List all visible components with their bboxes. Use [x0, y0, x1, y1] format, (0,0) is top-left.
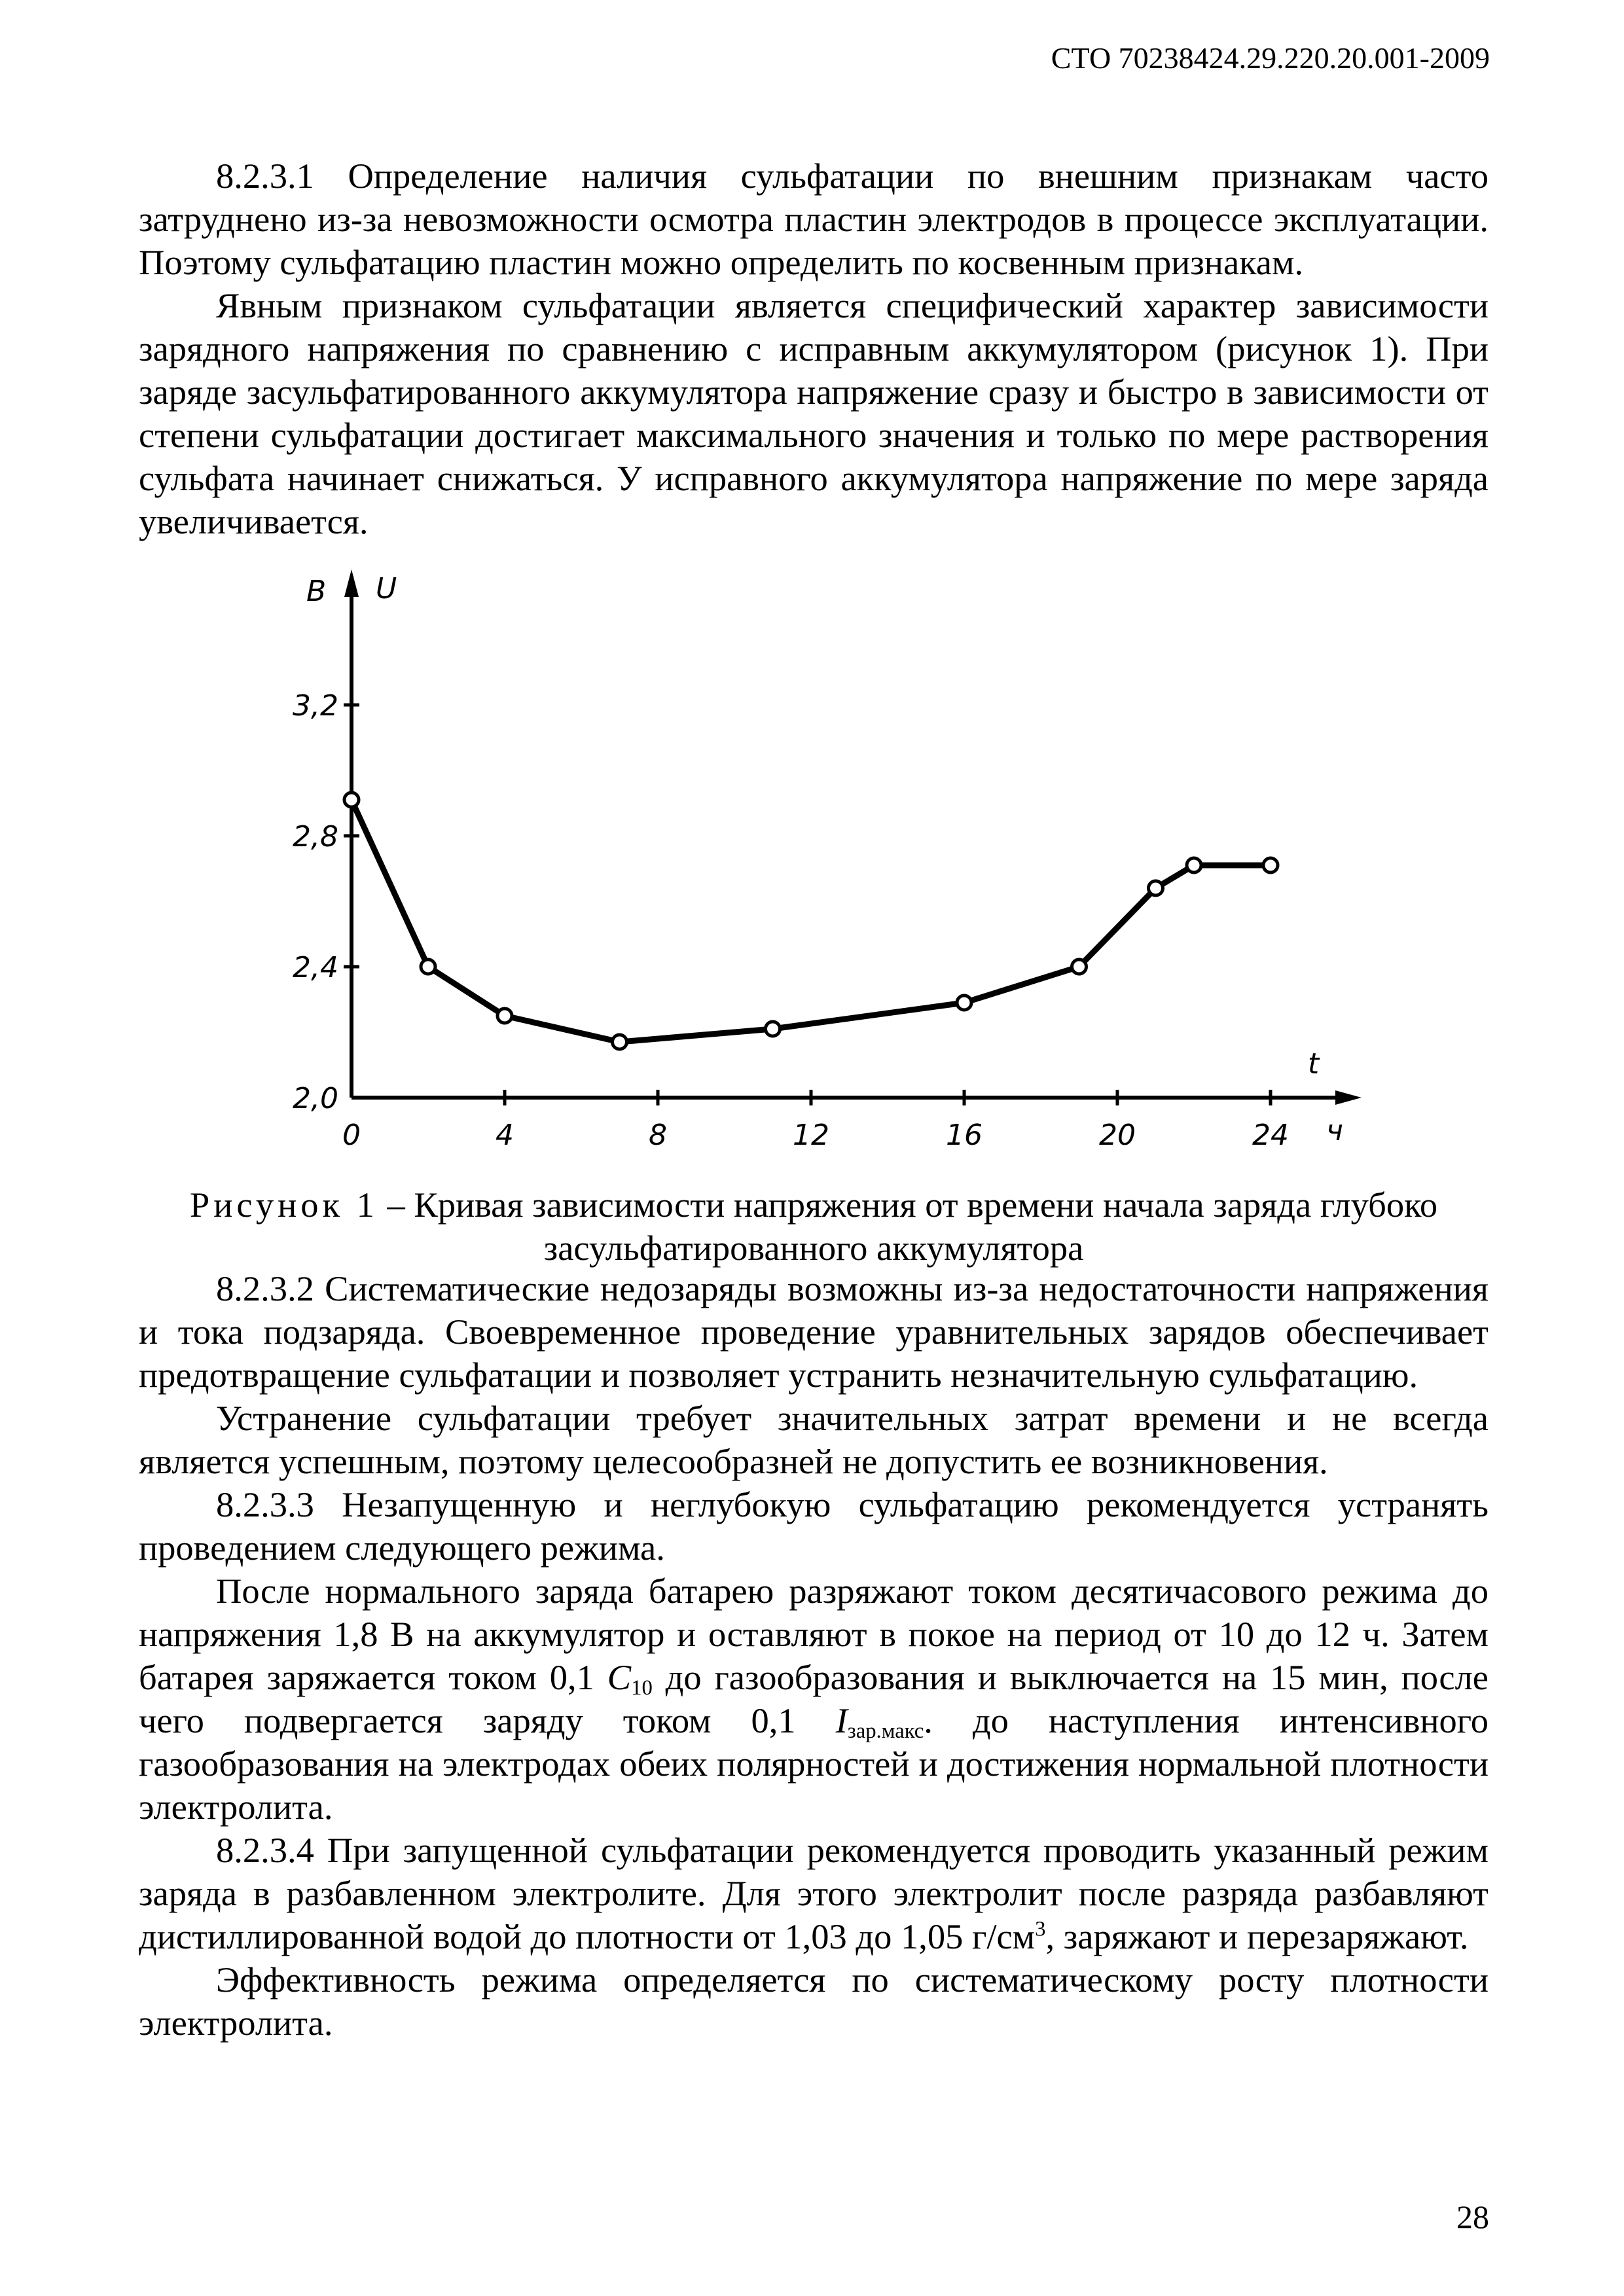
y-tick-label-1: 2,4 [293, 951, 338, 984]
symbol-i: I [835, 1700, 848, 1740]
y-axis-label-left: В [306, 575, 327, 608]
x-tick-label-0: 0 [342, 1119, 361, 1152]
paragraph-8-2-3-2: 8.2.3.2 Систематические недозаряды возможны из-за недостаточности напряжения и тока подзаряда. Своевременное проведение уравнительных зарядов обеспечивает предотвращение сульфатации и позволяет устранить незначительную сульфатацию. [139, 1268, 1489, 1395]
paragraph-charge-mode: После нормального заряда батарею разряжают током десятичасового режима до напряжения 1,8 В на аккумулятор и оставляют в покое на период от 10 до 12 ч. Затем батарея заряжается током 0,1 $C_{10}$ до газообразования и выключается на 15 мин, после чего подвергается заряду током 0,1 $I_{зар.макс}$. до наступления интенсивного газообразования на электродах обеих полярностей и достижения нормальной плотности электролита. [139, 1571, 1489, 1827]
x-axis-label: t [1308, 1047, 1320, 1081]
figure-caption-text: – Кривая зависимости напряжения от времени начала заряда глубоко засульфатированного аккумулятора [378, 1185, 1438, 1268]
x-tick-label-6: 24 [1252, 1119, 1289, 1152]
data-point-1 [421, 960, 435, 974]
x-tick-label-1: 4 [496, 1119, 514, 1152]
y-tick-label-3: 3,2 [293, 689, 338, 723]
figure-caption [139, 1183, 1489, 1270]
symbol-i-subscript: зар.макс [847, 1719, 924, 1744]
data-point-7 [1149, 881, 1163, 895]
data-point-9 [1263, 858, 1278, 872]
symbol-c: C [607, 1657, 632, 1697]
y-tick-label-0: 2,0 [293, 1082, 338, 1115]
data-point-5 [957, 996, 971, 1010]
x-tick-label-2: 8 [649, 1119, 667, 1152]
x-tick-label-3: 12 [793, 1119, 829, 1152]
data-point-6 [1072, 960, 1087, 974]
document-code-header: СТО 70238424.29.220.20.001-2009 [1051, 41, 1490, 75]
x-axis-unit: ч [1326, 1114, 1343, 1147]
y-axis-arrow [344, 569, 359, 597]
x-tick-label-4: 16 [946, 1119, 983, 1152]
paragraph-sulfation-sign: Явным признаком сульфатации является специфический характер зависимости зарядного напряжения по сравнению с исправным аккумулятором (рисунок 1). При заряде засульфатированного аккумулятора напряжение сразу и быстро в зависимости от степени сульфатации достигает максимального значения и только по мере растворения сульфата начинает снижаться. У исправного аккумулятора напряжение по мере заряда увеличивается. [139, 285, 1489, 541]
cubic-superscript: 3 [1035, 1917, 1046, 1941]
chart-ticks [293, 689, 1289, 1152]
data-point-8 [1187, 858, 1201, 872]
y-tick-label-2: 2,8 [293, 820, 338, 853]
data-point-2 [497, 1009, 512, 1023]
chart-axes [306, 569, 1362, 1147]
figure-label: Рисунок 1 [189, 1185, 378, 1225]
chart-series [344, 793, 1278, 1049]
bottom-text-block [139, 1267, 1489, 2045]
paragraph-8-2-3-1: 8.2.3.1 Определение наличия сульфатации по внешним признакам часто затруднено из-за невозможности осмотра пластин электродов в процессе эксплуатации. Поэтому сульфатацию пластин можно определить по косвенным признакам. [139, 156, 1489, 282]
paragraph-8-2-3-4: 8.2.3.4 При запущенной сульфатации рекомендуется проводить указанный режим заряда в разбавленном электролите. Для этого электролит после разряда разбавляют дистиллированной водой до плотности от 1,03 до 1,05 $г/см^3$, заряжают и перезаряжают. [139, 1830, 1489, 1956]
data-point-4 [766, 1022, 780, 1036]
symbol-c-subscript: 10 [631, 1676, 653, 1700]
page-number: 28 [1456, 2198, 1489, 2235]
paragraph-effectiveness: Эффективность режима определяется по систематическому росту плотности электролита. [139, 1960, 1489, 2043]
y-axis-label-right: U [376, 572, 397, 605]
data-point-0 [344, 793, 359, 807]
x-axis-arrow [1335, 1090, 1362, 1105]
paragraph-elimination: Устранение сульфатации требует значительных затрат времени и не всегда является успешным, поэтому целесообразней не допустить ее возникновения. [139, 1398, 1489, 1481]
paragraph-8-2-3-3: 8.2.3.3 Незапущенную и неглубокую сульфатацию рекомендуется устранять проведением следующего режима. [139, 1484, 1489, 1568]
series-line-0 [352, 800, 1271, 1042]
data-point-3 [613, 1035, 627, 1049]
x-tick-label-5: 20 [1099, 1119, 1136, 1152]
